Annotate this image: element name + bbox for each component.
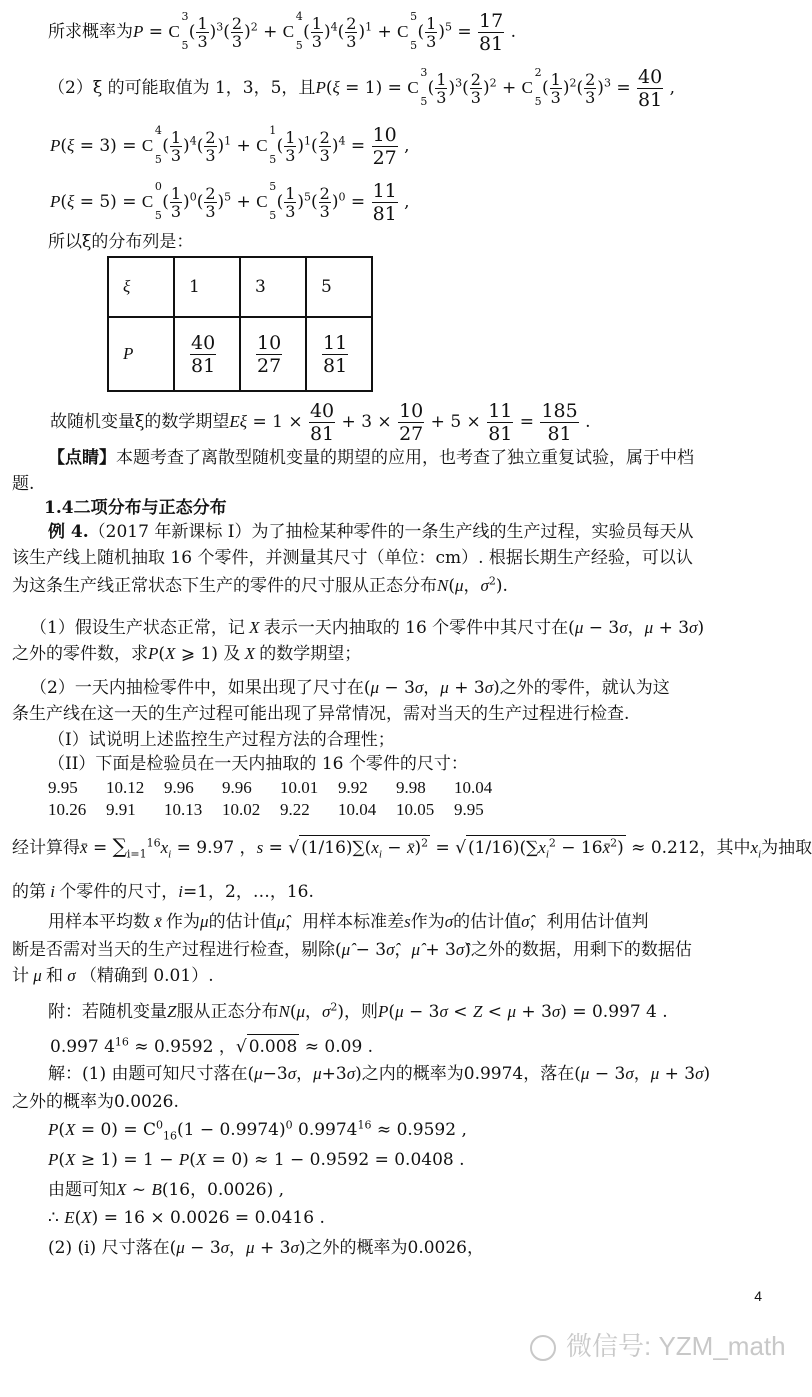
comment-text: 本题考查了离散型随机变量的期望的应用，也考查了独立重复试验，属于中档 bbox=[116, 448, 694, 468]
wechat-icon bbox=[530, 1335, 556, 1361]
table-cell: 5 bbox=[306, 257, 372, 317]
appendix-line: 附：若随机变量Z服从正态分布N(μ，$\sigma^2$)，则P(μ − 3σ < Z < μ + 3σ) = 0.997 4 . bbox=[48, 1000, 668, 1022]
result-den: 27 bbox=[372, 147, 397, 169]
text: 作为 bbox=[410, 912, 445, 932]
data-value: 10.12 bbox=[106, 778, 145, 797]
line-p-xi-5: P(ξ = 5) = C 0 5 ( $\frac{1}{3}$ )$^0$( $\frac{2}{3}$ )$^5$ + C 5 5 ( $\frac{1}{3}$ )$^5$( $\frac{2}{3}$ )$^0$ = $\frac{11}{81}$ , bbox=[50, 180, 410, 225]
text: ，用样本标准差 bbox=[285, 912, 405, 932]
calc-line: 经计算得x̄ = $\sum_{i=1}^{16}x_i = 9.97$ ，s = √ $(1/16)\sum(x_i$ − x̄)$^2$ = √ $(1/16)(\sum x_i^2$ − 16x̄$^2$) ≈ 0.212，其中$x_i$为抽取 bbox=[12, 834, 812, 861]
text: 计 bbox=[12, 966, 29, 986]
text: 个零件的尺寸， bbox=[59, 882, 179, 902]
table-cell: 3 bbox=[240, 257, 306, 317]
text: 及 bbox=[223, 644, 241, 664]
result-num: 10 bbox=[372, 124, 397, 146]
text: 的第 bbox=[12, 882, 46, 902]
cell-num: 40 bbox=[191, 331, 216, 354]
data-value: 9.92 bbox=[338, 778, 368, 797]
text: ，利用估计值判 bbox=[529, 912, 649, 932]
text: 服从正态分布 bbox=[176, 1002, 279, 1022]
result-den: 81 bbox=[479, 33, 504, 55]
text: 之外的零件数，求 bbox=[12, 644, 148, 664]
solution-value: 0.0408 bbox=[394, 1150, 454, 1170]
question-1: （1）假设生产状态正常，记 X 表示一天内抽取的 16 个零件中其尺寸在(μ − 3σ，μ + 3σ) bbox=[30, 618, 705, 638]
text: （精确到 0.01）. bbox=[79, 966, 214, 986]
appendix-value: 0.9592 bbox=[153, 1037, 214, 1057]
cell-num: 11 bbox=[323, 331, 348, 354]
text: 之内的概率为0.9974，落在 bbox=[361, 1064, 575, 1084]
text: （2）一天内抽检零件中，如果出现了尺寸在 bbox=[30, 678, 364, 698]
data-value: 10.13 bbox=[164, 800, 203, 819]
text: （1）假设生产状态正常，记 bbox=[30, 618, 245, 638]
data-value: 10.04 bbox=[338, 800, 377, 819]
line-prob-total: 所求概率为P = C 3 5 ( $\frac{1}{3}$ )$^3$( $\frac{2}{3}$ )$^2$ + C 4 5 ( $\frac{1}{3}$ )$^4$( $\frac{2}{3}$ )$^1$ + C 5 5 ( $\frac{1}{3}$ )$^5$ = $\frac{17}{81}$ . bbox=[48, 10, 517, 55]
watermark-text: 微信号: YZM_math bbox=[566, 1331, 786, 1361]
text: 所求概率为 bbox=[48, 22, 133, 42]
data-value: 9.96 bbox=[164, 778, 194, 797]
solution-line-6: ∴ E(X) = 16 × 0.0026 = 0.0416 . bbox=[48, 1208, 325, 1228]
text: 为抽取 bbox=[761, 838, 812, 858]
data-value: 9.96 bbox=[222, 778, 252, 797]
line-distribution-intro: 所以ξ的分布列是： bbox=[48, 232, 194, 252]
solution-line-5: 由题可知X ~ B(16，0.0026) , bbox=[48, 1180, 285, 1200]
text: 之外的概率为0.0026， bbox=[305, 1238, 484, 1258]
solution-value: 0.9592 bbox=[396, 1120, 457, 1140]
text: (2) (i) 尺寸落在 bbox=[48, 1238, 170, 1258]
text: （2017 年新课标 I）为了抽检某种零件的一条生产线的生产过程，实验员每天从 bbox=[88, 522, 694, 542]
data-value: 9.91 bbox=[106, 800, 136, 819]
text: 用样本平均数 bbox=[48, 912, 150, 932]
text: 的数学期望； bbox=[259, 644, 362, 664]
result-den: 81 bbox=[547, 423, 572, 445]
text: 作为 bbox=[166, 912, 201, 932]
data-value: 9.22 bbox=[280, 800, 310, 819]
solution-line-3: $P(X = 0) = C^0_{16}(1 - 0.9974)^0$ $0.9974^{16} \approx 0.9592$ , bbox=[48, 1118, 467, 1143]
text: 解：(1) 由题可知尺寸落在 bbox=[48, 1064, 248, 1084]
page-number: 4 bbox=[754, 1288, 762, 1304]
appendix-value: 0.09 bbox=[324, 1037, 363, 1057]
question-2: （2）一天内抽检零件中，如果出现了尺寸在(μ − 3σ，μ + 3σ)之外的零件，就认为这 bbox=[30, 678, 670, 698]
data-value: 9.95 bbox=[454, 800, 484, 819]
comment-cont: 题. bbox=[12, 474, 35, 494]
data-row-1 bbox=[48, 778, 512, 798]
table-row bbox=[108, 257, 372, 317]
estimate-line-2: 断是否需对当天的生产过程进行检查，剔除(μ̂ − 3σ̂，μ̂ + 3σ̂)之外的数据，用剩下的数据估 bbox=[12, 940, 692, 960]
question-1-cont: 之外的零件数，求P(X ⩾ 1) 及 X 的数学期望； bbox=[12, 644, 362, 664]
solution-line-4: P(X ≥ 1) = 1 − P(X = 0) ≈ 1 − 0.9592 = 0.0408 . bbox=[48, 1150, 465, 1170]
text: 由题可知 bbox=[48, 1180, 116, 1200]
line-xi-values: （2）ξ 的可能取值为 1，3，5，且P(ξ = 1) = C 3 5 ( $\frac{1}{3}$ )$^3$( $\frac{2}{3}$ )$^2$ + C 2 5 ( $\frac{1}{3}$ )$^2$( $\frac{2}{3}$ )$^3$ = $\frac{40}{81}$ , bbox=[48, 66, 675, 111]
question-2-cont: 条生产线在这一天的生产过程可能出现了异常情况，需对当天的生产过程进行检查. bbox=[12, 704, 630, 724]
section-title: 1.4二项分布与正态分布 bbox=[44, 498, 227, 518]
solution-line-2: 之外的概率为0.0026. bbox=[12, 1092, 179, 1112]
cell-den: 81 bbox=[191, 354, 216, 377]
table-cell bbox=[240, 317, 306, 391]
result-num: 185 bbox=[541, 400, 578, 422]
appendix-line-2: 0.997 $4^{16} \approx 0.9592$ ，√ 0.008 ≈ 0.09 . bbox=[50, 1035, 374, 1057]
data-value: 10.04 bbox=[454, 778, 493, 797]
result-num: 40 bbox=[638, 66, 663, 88]
line-p-xi-3: P(ξ = 3) = C 4 5 ( $\frac{1}{3}$ )$^4$( $\frac{2}{3}$ )$^1$ + C 1 5 ( $\frac{1}{3}$ )$^1$( $\frac{2}{3}$ )$^4$ = $\frac{10}{27}$ , bbox=[50, 124, 410, 169]
appendix-value: 0.997 4 bbox=[50, 1037, 115, 1057]
calc-line-2: 的第 i 个零件的尺寸，i=1，2，…，16. bbox=[12, 882, 314, 902]
appendix-value: 0.997 4 bbox=[591, 1002, 657, 1022]
table-row bbox=[108, 317, 372, 391]
result-num: 17 bbox=[479, 10, 504, 32]
text: （2）ξ 的可能取值为 1，3，5，且 bbox=[48, 78, 316, 98]
data-value: 9.98 bbox=[396, 778, 426, 797]
data-value: 10.01 bbox=[280, 778, 319, 797]
example-line: 为这条生产线正常状态下生产的零件的尺寸服从正态分布N(μ，$\sigma^2$). bbox=[12, 574, 508, 596]
data-value: 10.05 bbox=[396, 800, 435, 819]
solution-value: 0.0416 bbox=[254, 1208, 315, 1228]
text: 经计算得 bbox=[12, 838, 80, 858]
estimate-line-3: 计 μ 和 σ （精确到 0.01）. bbox=[12, 966, 214, 986]
watermark bbox=[530, 1326, 786, 1363]
question-ii: （II）下面是检验员在一天内抽取的 16 个零件的尺寸： bbox=[48, 754, 468, 774]
cell-num: 10 bbox=[257, 331, 282, 354]
text: 的估计值 bbox=[208, 912, 277, 932]
text: ，其中 bbox=[699, 838, 751, 858]
text: 断是否需对当天的生产过程进行检查，剔除 bbox=[12, 940, 335, 960]
text: 的估计值 bbox=[453, 912, 522, 932]
text: 故随机变量ξ的数学期望 bbox=[50, 412, 230, 432]
text: =1，2，…，16. bbox=[182, 882, 314, 902]
table-cell bbox=[306, 317, 372, 391]
result-num: 11 bbox=[372, 180, 397, 202]
question-i: （I）试说明上述监控生产过程方法的合理性； bbox=[48, 730, 395, 750]
text: 之外的数据，用剩下的数据估 bbox=[470, 940, 692, 960]
example-line: 该生产线上随机抽取 16 个零件，并测量其尺寸（单位：cm）. 根据长期生产经验，可以认 bbox=[12, 548, 693, 568]
table-cell bbox=[174, 317, 240, 391]
table-cell: 1 bbox=[174, 257, 240, 317]
estimate-line: 用样本平均数 x̄ 作为μ的估计值μ̂，用样本标准差s作为σ的估计值σ̂，利用估计值判 bbox=[48, 912, 649, 932]
text: 为这条生产线正常状态下生产的零件的尺寸服从正态分布 bbox=[12, 576, 437, 596]
mean-value: 9.97 bbox=[196, 838, 235, 858]
example-line bbox=[48, 520, 693, 544]
solution-line-7: (2) (i) 尺寸落在(μ − 3σ，μ + 3σ)之外的概率为0.0026， bbox=[48, 1238, 484, 1258]
comment-tag: 【点睛】 bbox=[48, 448, 116, 468]
sd-value: 0.212 bbox=[650, 838, 700, 858]
example-label: 例 4. bbox=[48, 522, 89, 542]
table-cell: ξ bbox=[108, 257, 174, 317]
data-value: 9.95 bbox=[48, 778, 78, 797]
distribution-table bbox=[107, 256, 373, 392]
line-expectation: 故随机变量ξ的数学期望Eξ = 1 × $\frac{40}{81}$ + 3 × $\frac{10}{27}$ + 5 × $\frac{11}{81}$ = $\frac{185}{81}$ . bbox=[50, 400, 591, 445]
comment bbox=[48, 446, 694, 470]
text: 之外的零件，就认为这 bbox=[499, 678, 670, 698]
solution-line: 解：(1) 由题可知尺寸落在(μ−3σ，μ+3σ)之内的概率为0.9974，落在(μ − 3σ，μ + 3σ) bbox=[48, 1064, 711, 1084]
data-value: 10.02 bbox=[222, 800, 261, 819]
text: 和 bbox=[46, 966, 64, 986]
table-cell: P bbox=[108, 317, 174, 391]
data-value: 10.26 bbox=[48, 800, 87, 819]
cell-den: 81 bbox=[323, 354, 348, 377]
cell-den: 27 bbox=[257, 354, 282, 377]
data-row-2 bbox=[48, 800, 512, 820]
text: 表示一天内抽取的 16 个零件中其尺寸在 bbox=[263, 618, 569, 638]
result-den: 81 bbox=[372, 203, 397, 225]
result-den: 81 bbox=[638, 89, 663, 111]
appendix-value: 0.008 bbox=[247, 1034, 300, 1059]
text: ，则 bbox=[344, 1002, 379, 1022]
text: 附：若随机变量 bbox=[48, 1002, 167, 1022]
